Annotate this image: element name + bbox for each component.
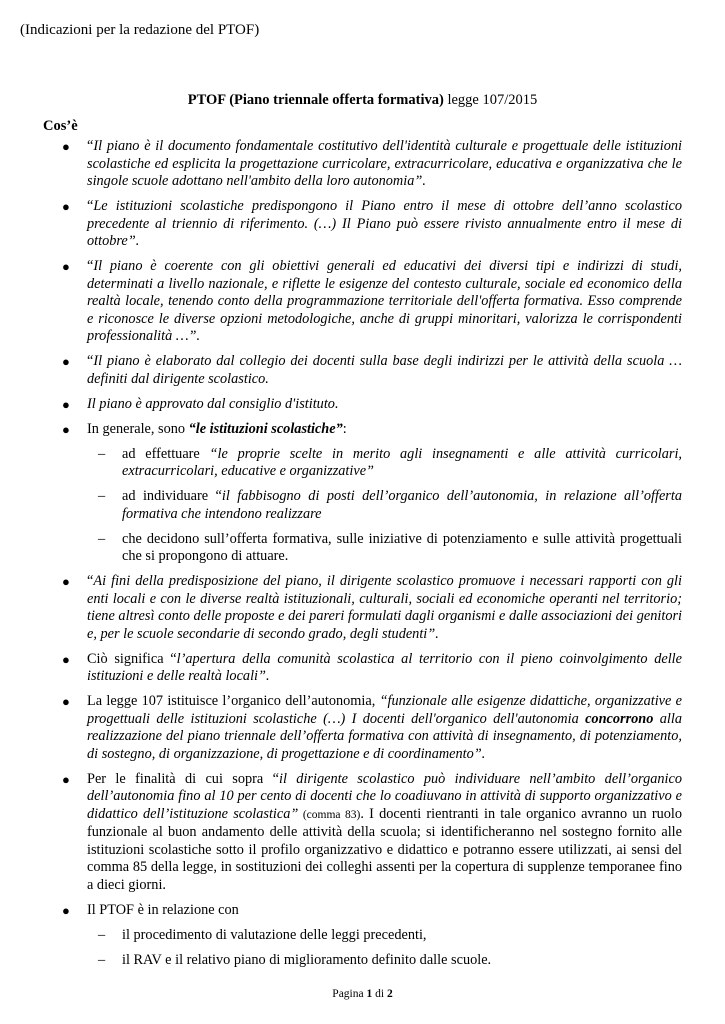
bullet-item [60,421,682,439]
item-italic-text: “funzionale alle esigenze didattiche, organizzative e progettuali delle istituzioni scolastiche (…) I docenti dell'organico dell'autonomia [87,693,682,727]
sub-item [60,927,682,945]
item-text: “ [87,258,94,274]
bullet-icon: ● [62,139,70,154]
item-text: In generale, sono [87,420,189,437]
sub-item-text: il RAV e il relativo piano di miglioramento definito dalle scuole. [122,951,492,968]
dash-icon: – [98,926,106,943]
item-text: Il PTOF è in relazione con [87,901,239,918]
sub-item [60,952,682,970]
sub-item [60,446,682,481]
bullet-icon: ● [62,574,70,589]
bullet-item [60,258,682,346]
bullet-icon: ● [62,694,70,709]
footer-total-pages: 2 [386,988,393,1000]
bullet-item [60,902,682,920]
item-italic-text: l’apertura della comunità scolastica al territorio con il pieno coinvolgimento delle istituzioni e delle realtà locali”. [87,650,682,684]
bullet-item [60,138,682,191]
sub-item [60,531,682,566]
bullet-icon: ● [62,651,70,667]
item-text: Ciò significa “ [87,650,177,667]
item-italic-text-2: alla realizzazione del piano triennale dell’offerta formativa con attività di insegnamento, di potenziamento, di sostegno, di organizzazione, di progettazione e di coordinamento”. [87,710,682,762]
item-italic-text: Il piano è il documento fondamentale costitutivo dell'identità culturale e progettuale delle istituzioni scolastiche ed esplicita la progettazione curricolare, extracurricolare, educativa e organizzativa che le singole scuole adottano nell'ambito della loro autonomia”. [87,138,682,189]
header-note: (Indicazioni per la redazione del PTOF) [20,22,260,38]
item-text: “ [87,138,94,154]
sub-item-italic-text: “le proprie scelte in merito agli insegnamenti e alle attività curricolari, extracurricolari, educative e organizzative” [122,445,682,479]
bullet-icon: ● [62,902,70,918]
bullet-item [60,651,682,686]
sub-item-italic-text: il fabbisogno di posti dell’organico dell’autonomia, in relazione all’offerta formativa che intendono realizzare [122,488,682,522]
footer-page-label: Pagina [332,988,364,1000]
document-title [0,92,725,109]
title-rest: legge 107/2015 [443,92,538,108]
main-content [60,138,682,977]
item-italic-text: Il piano è approvato dal consiglio d'istituto. [87,395,339,412]
item-text: Per le finalità di cui sopra “ [87,770,279,787]
bullet-item [60,396,682,414]
bullet-item [60,771,682,895]
dash-icon: – [98,445,106,462]
item-italic-text: Le istituzioni scolastiche predispongono il Piano entro il mese di ottobre dell’anno scolastico precedente al triennio di riferimento. (…) Il Piano può essere rivisto annualmente entro il mese di ottobre”. [87,198,682,249]
item-bold-italic-text: “le istituzioni scolastiche” [188,420,343,437]
dash-icon: – [98,951,106,968]
section-heading: Cos’è [43,118,78,134]
item-italic-text: Il piano è coerente con gli obiettivi generali ed educativi dei diversi tipi e indirizzi di studi, determinati a livello nazionale, e riflette le esigenze del contesto culturale, sociale ed economico della realtà locale, tenendo conto della programmazione territoriale dell'offerta formativa. Esso comprende e riconosce le diverse opzioni metodologiche, anche di gruppi minoritari, valorizza le corrispondenti professionalità …”. [87,258,682,344]
item-italic-text: Il piano è elaborato dal collegio dei docenti sulla base degli indirizzi per le attività della scuola … definiti dal dirigente scolastico. [87,353,682,387]
item-bold-italic-text: concorrono [585,710,654,727]
item-text-post: . I docenti rientranti in tale organico avranno un ruolo funzionale al buon andamento delle attività della scuola; si identificheranno nel sostegno fornito alle istituzioni scolastiche sotto il profilo organizzativo e didattico e potranno essere utilizzati, ai sensi del comma 85 della legge, in sostituzioni dei colleghi assenti per la copertura di supplenze temporanee fino a dieci giorni. [87,805,682,893]
item-italic-text: il dirigente scolastico può individuare nell’ambito dell’organico dell’autonomia fino al 10 per cento di docenti che lo coadiuvano in attività di supporto organizzativo e didattico dell’istituzione scolastica” [87,770,682,822]
item-text-post: : [342,420,347,437]
bullet-icon: ● [62,771,70,787]
sub-item-text: che decidono sull’offerta formativa, sulle iniziative di potenziamento e sulle attività progettuali che si propongono di attuare. [122,530,682,564]
sub-item-text: ad effettuare [122,445,210,462]
dash-icon: – [98,530,106,547]
page-footer [0,988,725,1000]
item-text: La legge 107 istituisce l’organico dell’autonomia, [87,693,380,709]
bullet-icon: ● [62,259,70,274]
sub-item-text: ad individuare “ [122,488,222,504]
title-bold: PTOF (Piano triennale offerta formativa) [187,92,444,108]
bullet-icon: ● [62,421,70,437]
bullet-item [60,353,682,388]
item-italic-text: Ai fini della predisposizione del piano, il dirigente scolastico promuove i necessari rapporti con gli enti locali e con le diverse realtà istituzionali, culturali, sociali ed economiche operanti nel territorio; tiene altresì conto delle proposte e dei pareri formulati dagli organismi e dalle associazioni dei genitori e, per le scuole secondarie di secondo grado, degli studenti”. [87,573,682,642]
bullet-item [60,693,682,763]
item-text: “ [87,353,94,369]
footer-page-number: 1 [366,988,373,1000]
comma-reference: (comma 83) [298,808,361,821]
footer-of-label: di [375,988,385,1000]
dash-icon: – [98,488,106,504]
sub-item [60,488,682,523]
bullet-icon: ● [62,396,70,412]
item-text: “ [87,198,94,214]
sub-item-text: il procedimento di valutazione delle leggi precedenti, [122,926,427,943]
bullet-item [60,198,682,251]
bullet-item [60,573,682,643]
bullet-icon: ● [62,199,70,214]
item-text: “ [87,573,94,589]
bullet-icon: ● [62,354,70,369]
